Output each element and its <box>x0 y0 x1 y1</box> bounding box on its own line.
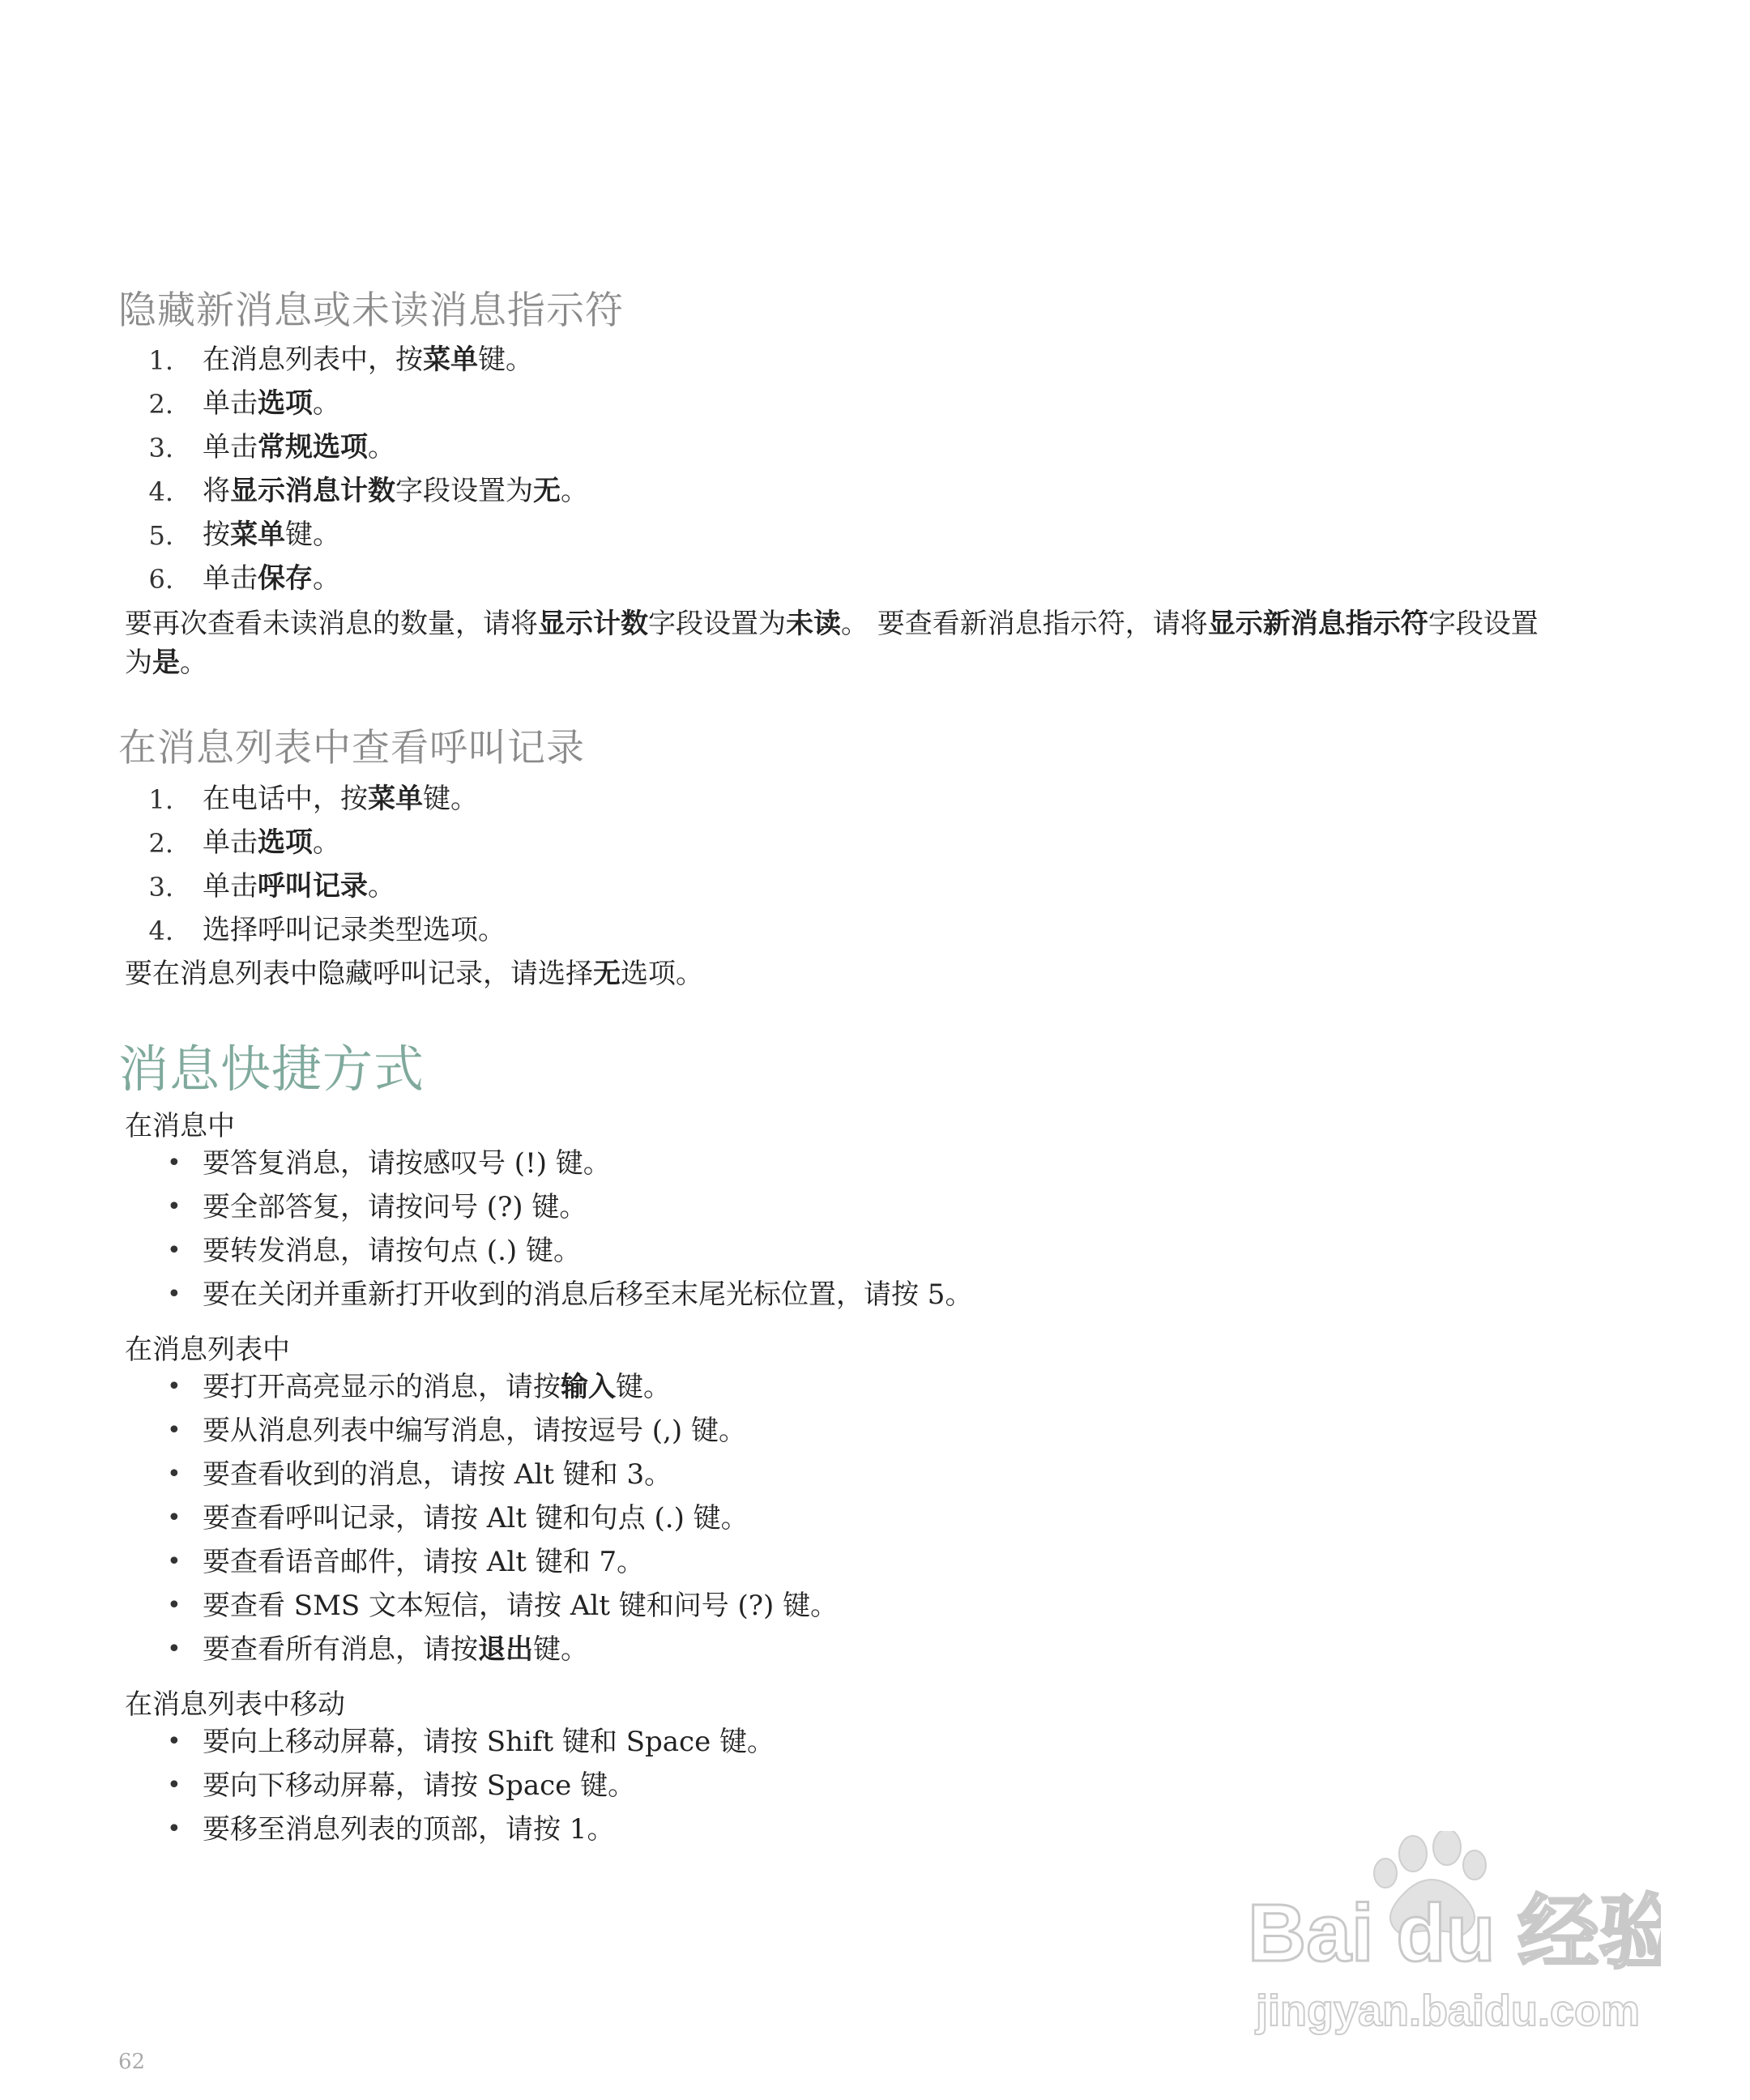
bullet-text: 要向下移动屏幕，请按 Space 键。 <box>203 1769 636 1802</box>
bullet-text: 要从消息列表中编写消息，请按逗号 (,) 键。 <box>203 1415 746 1447</box>
step-number: 6. <box>148 564 173 595</box>
bullet-icon: • <box>167 1635 181 1663</box>
step-number: 2. <box>148 828 173 859</box>
bullet-icon: • <box>167 1815 181 1843</box>
step-text: 在电话中，按菜单键。 <box>203 783 478 815</box>
step-number: 1. <box>148 345 173 376</box>
bullet-text: 要查看呼叫记录，请按 Alt 键和句点 (.) 键。 <box>203 1502 749 1534</box>
subheading-in-list: 在消息列表中 <box>125 1334 290 1366</box>
page-number: 62 <box>118 2050 146 2074</box>
section-title-shortcuts: 消息快捷方式 <box>118 1039 425 1099</box>
bullet-text: 要向上移动屏幕，请按 Shift 键和 Space 键。 <box>203 1726 775 1758</box>
bullet-icon: • <box>167 1236 181 1265</box>
note-paragraph-line-2: 为是。 <box>125 647 207 679</box>
bullet-icon: • <box>167 1504 181 1532</box>
bullet-icon: • <box>167 1280 181 1308</box>
step-text: 单击常规选项。 <box>203 431 395 463</box>
bullet-icon: • <box>167 1416 181 1445</box>
baidu-paw-logo-icon <box>1240 1831 1661 2042</box>
bullet-text: 要打开高亮显示的消息，请按输入键。 <box>203 1371 671 1403</box>
subheading-move-in-list: 在消息列表中移动 <box>125 1688 345 1721</box>
step-text: 选择呼叫记录类型选项。 <box>203 914 506 946</box>
bullet-text: 要在关闭并重新打开收到的消息后移至末尾光标位置，请按 5。 <box>203 1278 973 1311</box>
bullet-icon: • <box>167 1372 181 1401</box>
bullet-icon: • <box>167 1193 181 1221</box>
watermark-url-text: jingyan.baidu.com <box>1256 1987 1641 2035</box>
step-text: 在消息列表中，按菜单键。 <box>203 344 533 376</box>
section-title-call-log: 在消息列表中查看呼叫记录 <box>118 726 585 770</box>
section-title-hide-indicator: 隐藏新消息或未读消息指示符 <box>118 288 624 333</box>
baidu-jingyan-watermark <box>1240 1831 1661 2042</box>
step-number: 3. <box>148 872 173 903</box>
step-text: 单击保存。 <box>203 562 340 595</box>
step-text: 单击选项。 <box>203 387 340 420</box>
watermark-brand-text: Bai du 经验 <box>1248 1888 1661 1978</box>
note-paragraph: 要在消息列表中隐藏呼叫记录，请选择无选项。 <box>125 958 703 990</box>
step-number: 4. <box>148 476 173 507</box>
bullet-icon: • <box>167 1591 181 1620</box>
step-text: 单击呼叫记录。 <box>203 870 395 903</box>
step-number: 1. <box>148 784 173 815</box>
bullet-text: 要转发消息，请按句点 (.) 键。 <box>203 1235 581 1267</box>
step-text: 按菜单键。 <box>203 519 340 551</box>
bullet-text: 要移至消息列表的顶部，请按 1。 <box>203 1813 615 1846</box>
bullet-text: 要查看 SMS 文本短信，请按 Alt 键和问号 (?) 键。 <box>203 1590 839 1622</box>
bullet-text: 要全部答复，请按问号 (?) 键。 <box>203 1191 587 1223</box>
bullet-text: 要查看收到的消息，请按 Alt 键和 3。 <box>203 1458 672 1491</box>
step-number: 5. <box>148 520 173 551</box>
bullet-icon: • <box>167 1771 181 1799</box>
bullet-text: 要答复消息，请按感叹号 (!) 键。 <box>203 1147 611 1180</box>
bullet-text: 要查看所有消息，请按退出键。 <box>203 1633 588 1666</box>
bullet-icon: • <box>167 1460 181 1488</box>
subheading-in-message: 在消息中 <box>125 1110 235 1142</box>
note-paragraph-line-1: 要再次查看未读消息的数量，请将显示计数字段设置为未读。 要查看新消息指示符，请将显示新消息指示符字段设置 <box>125 608 1539 640</box>
bullet-icon: • <box>167 1149 181 1177</box>
step-number: 2. <box>148 389 173 420</box>
bullet-text: 要查看语音邮件，请按 Alt 键和 7。 <box>203 1546 645 1578</box>
step-number: 4. <box>148 916 173 946</box>
step-text: 单击选项。 <box>203 826 340 859</box>
bullet-icon: • <box>167 1547 181 1576</box>
bullet-icon: • <box>167 1727 181 1756</box>
step-text: 将显示消息计数字段设置为无。 <box>203 475 588 507</box>
step-number: 3. <box>148 433 173 463</box>
